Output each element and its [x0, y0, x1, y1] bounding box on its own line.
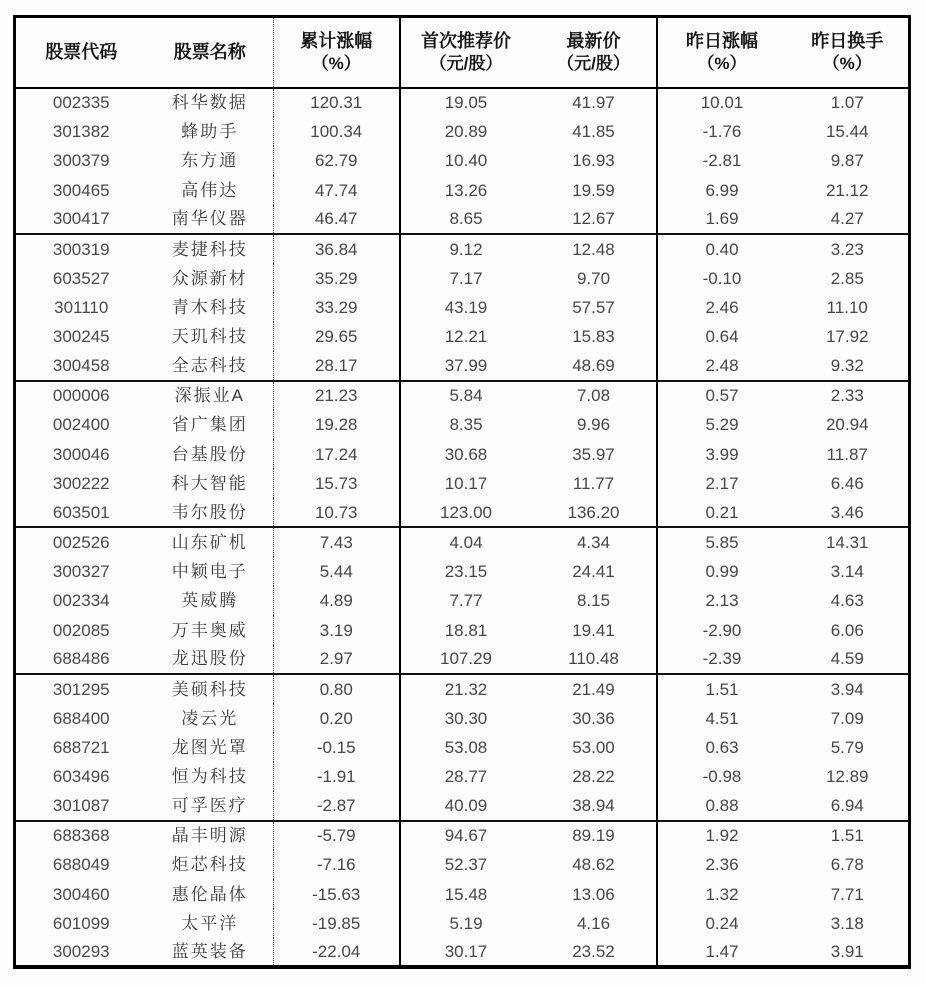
- cell-yday-gain: 0.57: [705, 386, 739, 406]
- cell-first-rec-price: 52.37: [444, 855, 488, 875]
- cell-name: 青木科技: [147, 293, 274, 322]
- cell-yday-gain: 0.24: [705, 913, 739, 933]
- column-header-code: [15, 17, 147, 88]
- row-group: [15, 674, 910, 821]
- cell-name: 高伟达: [147, 175, 274, 204]
- cell-yday-gain: -0.10: [702, 268, 742, 288]
- table-row: [15, 821, 910, 850]
- cell-yday-turnover: 6.46: [830, 473, 864, 493]
- cell-name: 山东矿机: [147, 527, 274, 556]
- cell-first-rec-price: 30.30: [444, 708, 488, 728]
- cell-first-rec-price: 53.08: [444, 737, 488, 757]
- cell-code: 300327: [52, 561, 110, 581]
- cell-name: 蜂助手: [147, 117, 274, 146]
- column-label: 首次推荐价: [421, 31, 511, 52]
- cell-cum-gain: 29.65: [274, 322, 400, 351]
- cell-code: 300319: [52, 239, 110, 259]
- cell-code: 301110: [54, 297, 109, 317]
- cell-name: 太平洋: [147, 909, 274, 938]
- cell-yday-gain: -2.81: [702, 151, 742, 171]
- cell-name: 美硕科技: [147, 674, 274, 703]
- cell-latest-price: 4.34: [532, 527, 657, 556]
- cell-name: 台基股份: [147, 439, 274, 468]
- cell-name: 龙图光罩: [147, 733, 274, 762]
- cell-yday-turnover: 9.87: [830, 151, 864, 171]
- table-row: [15, 263, 910, 292]
- cell-first-rec-price: 8.65: [449, 209, 483, 229]
- cell-latest-price: 48.62: [532, 850, 657, 879]
- cell-first-rec-price: 40.09: [444, 796, 488, 816]
- cell-yday-turnover: 3.91: [830, 942, 864, 962]
- cell-first-rec-price: 7.77: [449, 591, 483, 611]
- cell-yday-gain: 0.64: [705, 327, 739, 347]
- column-unit: （%）: [822, 54, 872, 74]
- cell-code: 300417: [52, 209, 110, 229]
- column-label: 最新价: [566, 31, 621, 52]
- cell-yday-gain: 2.36: [705, 855, 739, 875]
- cell-yday-gain: 2.13: [705, 591, 739, 611]
- cell-first-rec-price: 28.77: [444, 767, 488, 787]
- cell-cum-gain: 15.73: [274, 469, 400, 498]
- row-group: [15, 381, 910, 528]
- cell-yday-gain: 3.99: [705, 444, 739, 464]
- cell-latest-price: 41.97: [532, 88, 657, 117]
- table-row: [15, 762, 910, 791]
- cell-yday-turnover: 4.27: [830, 209, 864, 229]
- cell-name: 龙迅股份: [147, 645, 274, 674]
- cell-yday-gain: 6.99: [705, 180, 739, 200]
- cell-cum-gain: -5.79: [274, 821, 400, 850]
- cell-code: 300458: [52, 356, 110, 376]
- cell-name: 韦尔股份: [147, 498, 274, 527]
- cell-code: 002334: [52, 591, 110, 611]
- cell-yday-gain: 0.63: [705, 737, 739, 757]
- cell-latest-price: 12.67: [532, 205, 657, 234]
- cell-yday-gain: 5.29: [705, 415, 739, 435]
- cell-cum-gain: 4.89: [274, 586, 400, 615]
- cell-code: 688400: [52, 708, 110, 728]
- column-header-cum-gain: [274, 17, 400, 88]
- cell-code: 688368: [52, 826, 110, 846]
- table-row: [15, 469, 910, 498]
- cell-name: 科大智能: [147, 469, 274, 498]
- cell-name: 凌云光: [147, 703, 274, 732]
- cell-yday-turnover: 3.18: [830, 913, 864, 933]
- table-row: [15, 175, 910, 204]
- cell-name: 中颖电子: [147, 557, 274, 586]
- cell-name: 省广集团: [147, 410, 274, 439]
- cell-latest-price: 9.70: [532, 263, 657, 292]
- row-group: [15, 88, 910, 235]
- table-header: [15, 17, 910, 88]
- cell-code: 688486: [52, 649, 110, 669]
- column-header-first-rec-price: [400, 17, 532, 88]
- cell-first-rec-price: 13.26: [444, 180, 488, 200]
- cell-latest-price: 11.77: [532, 469, 657, 498]
- column-header-yday-turnover: [787, 17, 910, 88]
- cell-code: 301087: [52, 796, 110, 816]
- column-label: 累计涨幅: [300, 31, 373, 52]
- cell-yday-turnover: 6.06: [830, 620, 864, 640]
- cell-latest-price: 35.97: [532, 439, 657, 468]
- table-row: [15, 351, 910, 380]
- column-header-yday-gain: [657, 17, 787, 88]
- cell-yday-gain: -0.98: [702, 767, 742, 787]
- cell-latest-price: 38.94: [532, 791, 657, 820]
- cell-first-rec-price: 9.12: [449, 239, 483, 259]
- cell-first-rec-price: 7.17: [449, 268, 483, 288]
- cell-yday-gain: 2.17: [705, 473, 739, 493]
- cell-first-rec-price: 30.17: [444, 942, 488, 962]
- cell-name: 深振业A: [147, 381, 274, 410]
- cell-yday-gain: 1.47: [705, 942, 739, 962]
- cell-latest-price: 19.41: [532, 615, 657, 644]
- cell-code: 688049: [52, 855, 110, 875]
- cell-first-rec-price: 30.68: [444, 444, 488, 464]
- cell-latest-price: 13.06: [532, 879, 657, 908]
- table-row: [15, 938, 910, 967]
- cell-cum-gain: 120.31: [274, 88, 400, 117]
- cell-name: 万丰奥威: [147, 615, 274, 644]
- cell-first-rec-price: 37.99: [444, 356, 488, 376]
- cell-yday-gain: -2.39: [702, 649, 742, 669]
- table-row: [15, 293, 910, 322]
- cell-yday-gain: 2.48: [705, 356, 739, 376]
- cell-cum-gain: 36.84: [274, 234, 400, 263]
- cell-latest-price: 41.85: [532, 117, 657, 146]
- cell-yday-turnover: 6.94: [830, 796, 864, 816]
- cell-yday-turnover: 20.94: [825, 415, 869, 435]
- cell-code: 688721: [52, 737, 110, 757]
- cell-first-rec-price: 43.19: [444, 297, 488, 317]
- cell-latest-price: 48.69: [532, 351, 657, 380]
- cell-first-rec-price: 20.89: [444, 121, 488, 141]
- cell-first-rec-price: 94.67: [444, 826, 488, 846]
- cell-first-rec-price: 23.15: [444, 561, 488, 581]
- table-row: [15, 733, 910, 762]
- cell-cum-gain: 47.74: [274, 175, 400, 204]
- table-row: [15, 410, 910, 439]
- cell-cum-gain: 35.29: [274, 263, 400, 292]
- cell-cum-gain: 100.34: [274, 117, 400, 146]
- cell-code: 301382: [52, 121, 110, 141]
- cell-cum-gain: -2.87: [274, 791, 400, 820]
- table-row: [15, 909, 910, 938]
- cell-name: 麦捷科技: [147, 234, 274, 263]
- table-row: [15, 234, 910, 263]
- table-row: [15, 586, 910, 615]
- cell-cum-gain: 17.24: [274, 439, 400, 468]
- cell-latest-price: 19.59: [532, 175, 657, 204]
- table-row: [15, 322, 910, 351]
- cell-first-rec-price: 15.48: [444, 884, 488, 904]
- cell-first-rec-price: 107.29: [440, 649, 492, 669]
- table-row: [15, 879, 910, 908]
- cell-code: 603527: [52, 268, 110, 288]
- table-row: [15, 850, 910, 879]
- cell-code: 000006: [52, 386, 110, 406]
- cell-latest-price: 24.41: [532, 557, 657, 586]
- cell-code: 300293: [52, 942, 110, 962]
- cell-latest-price: 15.83: [532, 322, 657, 351]
- table-row: [15, 146, 910, 175]
- cell-yday-turnover: 6.78: [830, 855, 864, 875]
- cell-first-rec-price: 10.17: [444, 473, 488, 493]
- table-row: [15, 439, 910, 468]
- cell-name: 英威腾: [147, 586, 274, 615]
- cell-yday-gain: 1.92: [705, 826, 739, 846]
- cell-code: 002400: [52, 415, 110, 435]
- cell-name: 科华数据: [147, 88, 274, 117]
- stock-table: [13, 15, 911, 969]
- cell-yday-turnover: 4.63: [830, 591, 864, 611]
- cell-latest-price: 16.93: [532, 146, 657, 175]
- column-label: 昨日涨幅: [686, 31, 758, 52]
- cell-cum-gain: 0.20: [274, 703, 400, 732]
- cell-latest-price: 28.22: [532, 762, 657, 791]
- cell-yday-gain: 5.85: [705, 533, 739, 553]
- cell-yday-turnover: 11.10: [826, 297, 868, 317]
- cell-name: 可孚医疗: [147, 791, 274, 820]
- cell-code: 002085: [52, 620, 110, 640]
- cell-yday-turnover: 2.33: [830, 386, 864, 406]
- cell-cum-gain: -7.16: [274, 850, 400, 879]
- cell-yday-gain: 1.51: [705, 679, 739, 699]
- cell-yday-turnover: 3.23: [830, 239, 864, 259]
- cell-yday-turnover: 15.44: [825, 121, 869, 141]
- cell-cum-gain: 46.47: [274, 205, 400, 234]
- cell-code: 603501: [52, 502, 110, 522]
- cell-cum-gain: 7.43: [274, 527, 400, 556]
- cell-yday-gain: 2.46: [705, 297, 739, 317]
- cell-yday-gain: 4.51: [705, 708, 739, 728]
- cell-code: 300046: [52, 444, 110, 464]
- cell-latest-price: 30.36: [532, 703, 657, 732]
- cell-name: 蓝英装备: [147, 938, 274, 967]
- cell-latest-price: 23.52: [532, 938, 657, 967]
- cell-name: 全志科技: [147, 351, 274, 380]
- cell-code: 601099: [52, 913, 110, 933]
- cell-code: 002335: [52, 93, 110, 113]
- cell-cum-gain: 0.80: [274, 674, 400, 703]
- cell-first-rec-price: 5.19: [449, 913, 483, 933]
- cell-name: 炬芯科技: [147, 850, 274, 879]
- cell-latest-price: 89.19: [532, 821, 657, 850]
- cell-yday-gain: 1.32: [705, 884, 739, 904]
- cell-name: 恒为科技: [147, 762, 274, 791]
- cell-cum-gain: 10.73: [274, 498, 400, 527]
- cell-code: 300222: [52, 473, 110, 493]
- cell-first-rec-price: 5.84: [449, 386, 483, 406]
- cell-yday-turnover: 1.51: [830, 826, 864, 846]
- cell-yday-turnover: 21.12: [825, 180, 869, 200]
- table-row: [15, 791, 910, 820]
- cell-cum-gain: 28.17: [274, 351, 400, 380]
- table-row: [15, 88, 910, 117]
- cell-name: 天玑科技: [147, 322, 274, 351]
- cell-cum-gain: 19.28: [274, 410, 400, 439]
- cell-first-rec-price: 19.05: [444, 93, 488, 113]
- cell-code: 300460: [52, 884, 110, 904]
- cell-cum-gain: 3.19: [274, 615, 400, 644]
- cell-name: 众源新材: [147, 263, 274, 292]
- cell-latest-price: 136.20: [532, 498, 657, 527]
- cell-name: 东方通: [147, 146, 274, 175]
- cell-code: 301295: [52, 679, 110, 699]
- cell-cum-gain: 5.44: [274, 557, 400, 586]
- cell-yday-turnover: 3.94: [830, 679, 864, 699]
- cell-yday-gain: 0.99: [705, 561, 739, 581]
- cell-first-rec-price: 123.00: [440, 502, 492, 522]
- cell-yday-turnover: 1.07: [830, 93, 864, 113]
- cell-cum-gain: 62.79: [274, 146, 400, 175]
- table-row: [15, 703, 910, 732]
- column-unit: （%）: [311, 54, 361, 74]
- cell-latest-price: 57.57: [532, 293, 657, 322]
- cell-cum-gain: 21.23: [274, 381, 400, 410]
- cell-yday-turnover: 9.32: [830, 356, 864, 376]
- column-unit: （元/股）: [429, 54, 503, 74]
- cell-yday-gain: -2.90: [702, 620, 742, 640]
- cell-cum-gain: -19.85: [274, 909, 400, 938]
- cell-code: 300245: [52, 327, 110, 347]
- cell-name: 晶丰明源: [147, 821, 274, 850]
- cell-yday-turnover: 7.71: [830, 884, 864, 904]
- cell-yday-gain: 0.40: [705, 239, 739, 259]
- cell-first-rec-price: 21.32: [444, 679, 488, 699]
- cell-yday-turnover: 2.85: [830, 268, 864, 288]
- table-row: [15, 527, 910, 556]
- cell-latest-price: 8.15: [532, 586, 657, 615]
- cell-yday-turnover: 3.46: [830, 502, 864, 522]
- column-label: 股票名称: [173, 42, 246, 63]
- cell-first-rec-price: 18.81: [444, 620, 488, 640]
- table-row: [15, 498, 910, 527]
- row-group: [15, 234, 910, 381]
- cell-first-rec-price: 10.40: [444, 151, 488, 171]
- cell-cum-gain: -0.15: [274, 733, 400, 762]
- table-row: [15, 117, 910, 146]
- cell-yday-gain: 0.88: [705, 796, 739, 816]
- column-unit: （元/股）: [557, 54, 630, 74]
- cell-latest-price: 110.48: [532, 645, 657, 674]
- cell-yday-gain: 1.69: [705, 209, 739, 229]
- column-header-name: [147, 17, 274, 88]
- cell-yday-gain: 0.21: [705, 502, 739, 522]
- cell-yday-turnover: 5.79: [830, 737, 864, 757]
- cell-yday-gain: -1.76: [702, 121, 742, 141]
- cell-cum-gain: -22.04: [274, 938, 400, 967]
- column-label: 股票代码: [45, 42, 118, 63]
- cell-name: 南华仪器: [147, 205, 274, 234]
- cell-code: 300379: [52, 151, 110, 171]
- cell-cum-gain: 33.29: [274, 293, 400, 322]
- cell-code: 300465: [52, 180, 110, 200]
- table-row: [15, 615, 910, 644]
- cell-code: 002526: [52, 533, 110, 553]
- cell-latest-price: 53.00: [532, 733, 657, 762]
- cell-cum-gain: -1.91: [274, 762, 400, 791]
- cell-first-rec-price: 12.21: [444, 327, 488, 347]
- cell-yday-turnover: 3.14: [830, 561, 864, 581]
- cell-yday-gain: 10.01: [700, 93, 744, 113]
- table-row: [15, 205, 910, 234]
- cell-name: 惠伦晶体: [147, 879, 274, 908]
- cell-latest-price: 7.08: [532, 381, 657, 410]
- table-row: [15, 645, 910, 674]
- column-header-latest-price: [532, 17, 657, 88]
- cell-latest-price: 4.16: [532, 909, 657, 938]
- cell-code: 603496: [52, 767, 110, 787]
- header-row: [15, 17, 910, 88]
- cell-yday-turnover: 12.89: [825, 767, 869, 787]
- column-unit: （%）: [697, 54, 747, 74]
- cell-cum-gain: 2.97: [274, 645, 400, 674]
- table-row: [15, 674, 910, 703]
- cell-yday-turnover: 17.92: [825, 327, 869, 347]
- row-group: [15, 527, 910, 674]
- table-row: [15, 557, 910, 586]
- cell-yday-turnover: 4.59: [830, 649, 864, 669]
- cell-first-rec-price: 8.35: [449, 415, 483, 435]
- cell-latest-price: 9.96: [532, 410, 657, 439]
- cell-latest-price: 21.49: [532, 674, 657, 703]
- table-row: [15, 381, 910, 410]
- cell-first-rec-price: 4.04: [449, 533, 483, 553]
- cell-cum-gain: -15.63: [274, 879, 400, 908]
- cell-yday-turnover: 11.87: [826, 444, 868, 464]
- row-group: [15, 821, 910, 968]
- cell-yday-turnover: 7.09: [830, 708, 864, 728]
- cell-yday-turnover: 14.31: [825, 533, 869, 553]
- cell-latest-price: 12.48: [532, 234, 657, 263]
- column-label: 昨日换手: [811, 31, 884, 52]
